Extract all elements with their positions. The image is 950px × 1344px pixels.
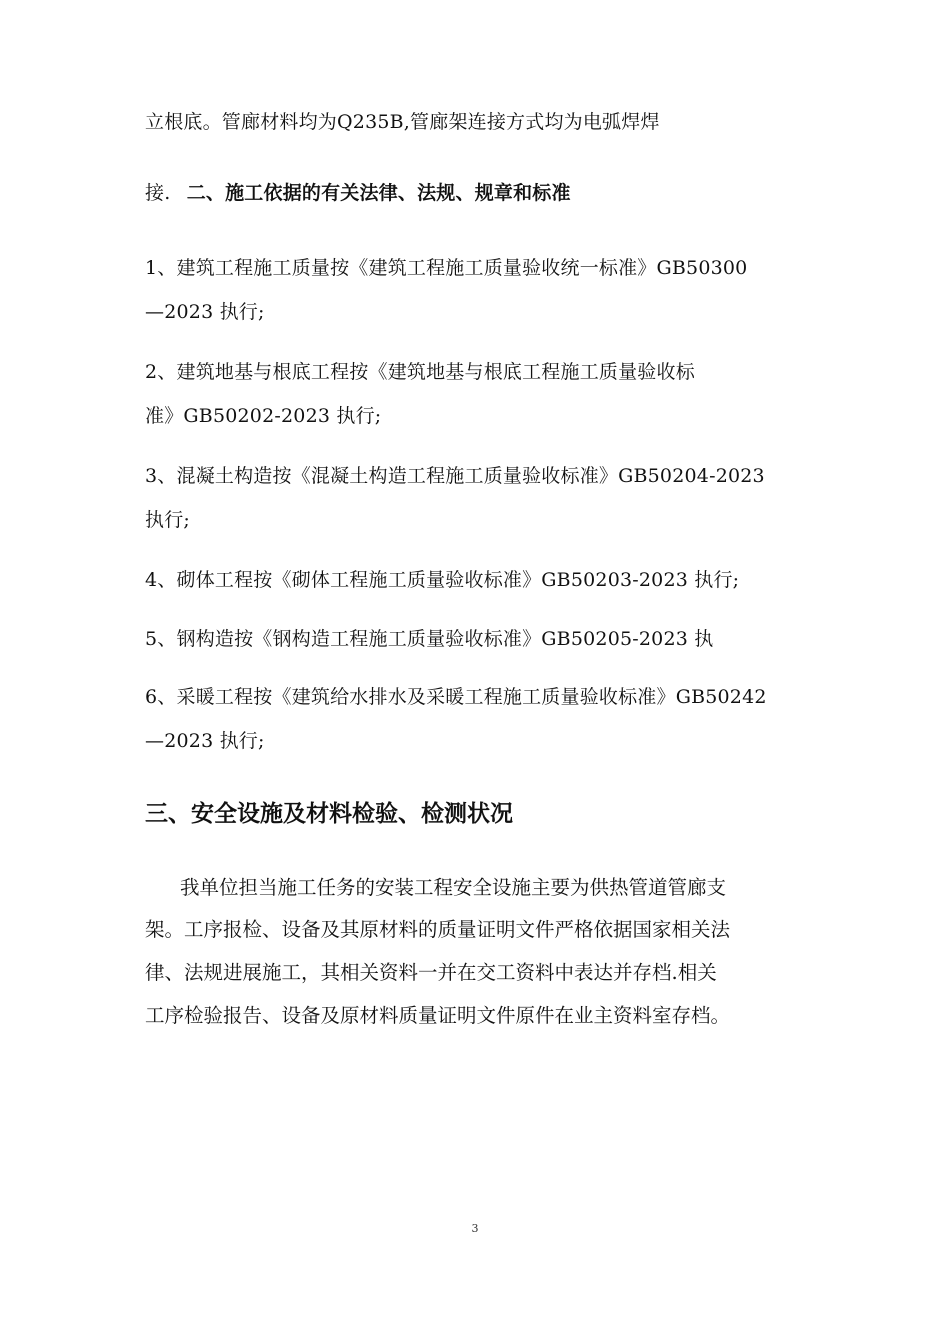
intro-line-2 <box>145 181 571 205</box>
section-3-heading: 三、安全设施及材料检验、检测状况 <box>145 801 513 827</box>
intro-line-1: 立根底。管廊材料均为Q235B,管廊架连接方式均为电弧焊焊 <box>145 111 660 133</box>
page-number: 3 <box>471 1222 479 1235</box>
standard-2-line-1: 2、建筑地基与根底工程按《建筑地基与根底工程施工质量验收标 <box>145 361 695 383</box>
standard-4-line-1: 4、砌体工程按《砌体工程施工质量验收标准》GB50203-2023 执行; <box>145 569 740 591</box>
section-2-heading: 二、施工依据的有关法律、法规、规章和标准 <box>186 182 571 204</box>
standard-2-line-2: 准》GB50202-2023 执行; <box>145 405 382 427</box>
standard-3-line-1: 3、混凝土构造按《混凝土构造工程施工质量验收标准》GB50204-2023 <box>145 465 765 487</box>
section-3-line-3: 律、法规进展施工，其相关资料一并在交工资料中表达并存档.相关 <box>145 961 717 984</box>
standard-6-line-1: 6、采暖工程按《建筑给水排水及采暖工程施工质量验收标准》GB50242 <box>145 686 767 708</box>
section-3-line-1: 我单位担当施工任务的安装工程安全设施主要为供热管道管廊支 <box>180 876 727 899</box>
section-3-line-2: 架。工序报检、设备及其原材料的质量证明文件严格依据国家相关法 <box>145 918 731 941</box>
standard-5-line-1: 5、钢构造按《钢构造工程施工质量验收标准》GB50205-2023 执 <box>145 628 714 650</box>
standard-1-line-1: 1、建筑工程施工质量按《建筑工程施工质量验收统一标准》GB50300 <box>145 257 748 279</box>
intro-line-2-prefix: 接. <box>145 182 171 204</box>
standard-3-line-2: 执行; <box>145 509 191 531</box>
standard-6-line-2: —2023 执行; <box>145 730 265 752</box>
section-3-line-4: 工序检验报告、设备及原材料质量证明文件原件在业主资料室存档。 <box>145 1004 731 1027</box>
standard-1-line-2: —2023 执行; <box>145 301 265 323</box>
